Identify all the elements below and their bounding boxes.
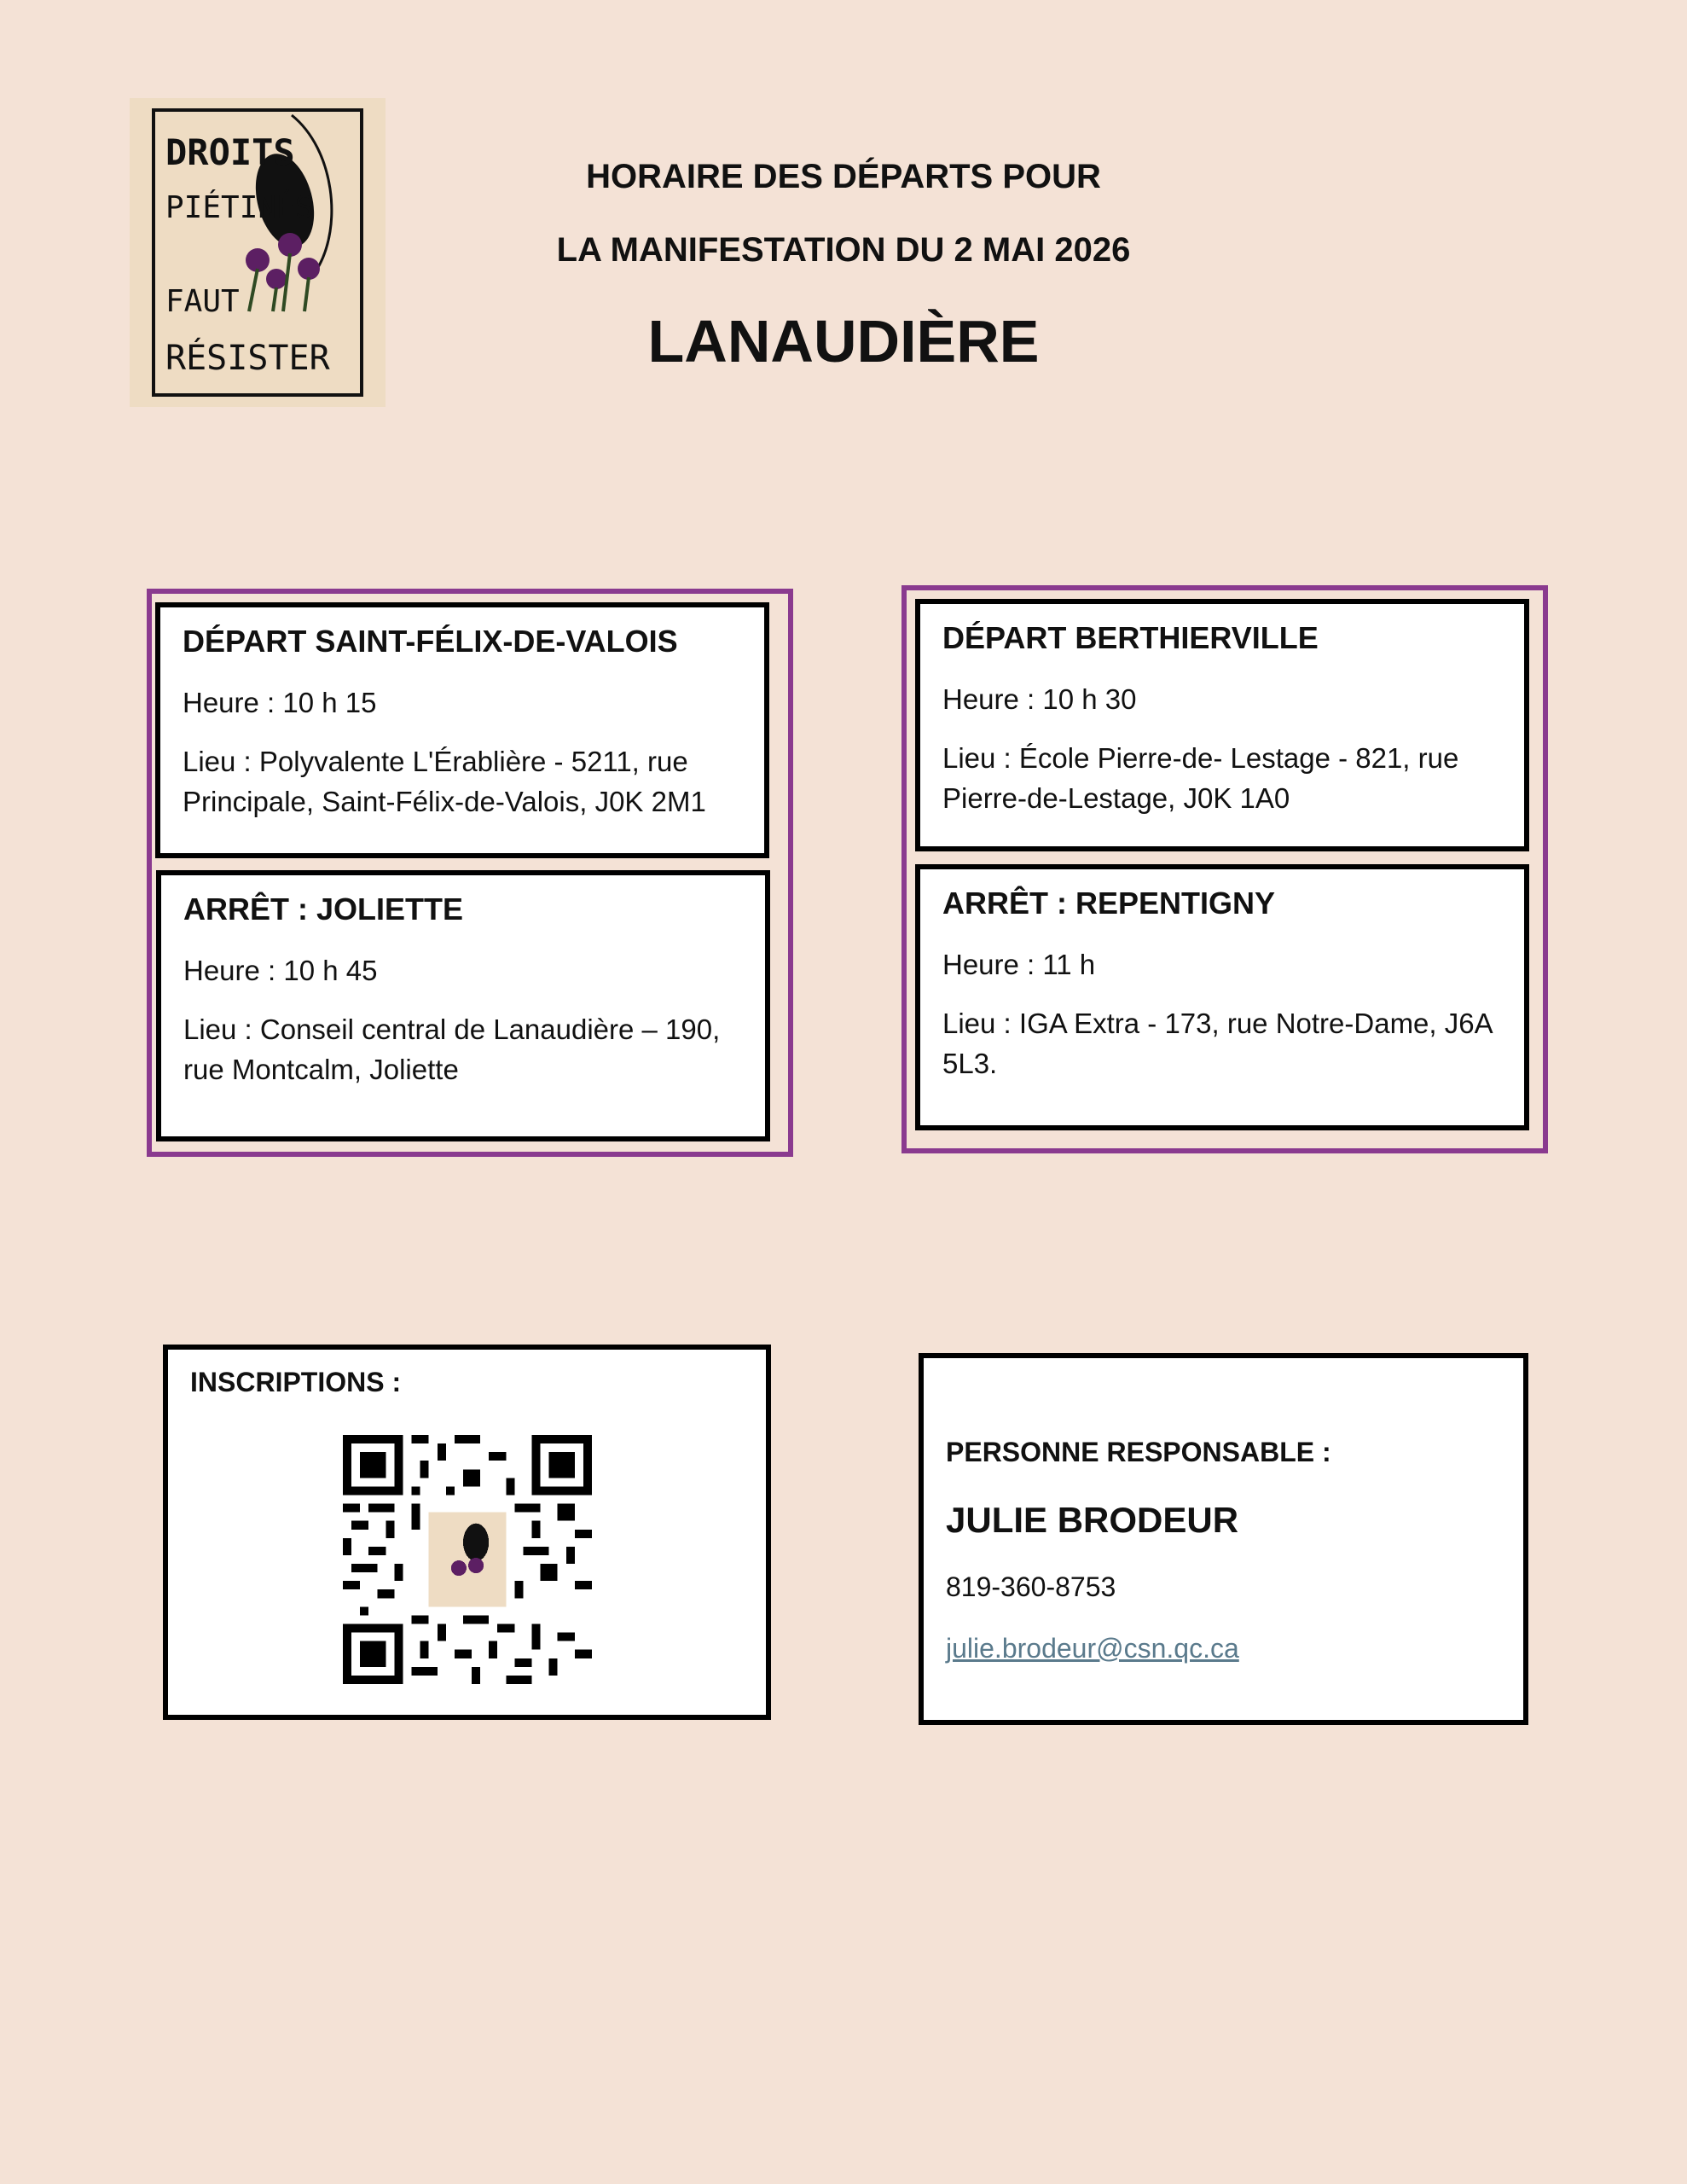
svg-text:RÉSISTER: RÉSISTER (165, 339, 330, 378)
page-title: LANAUDIÈRE (647, 308, 1040, 375)
logo-image (130, 98, 386, 407)
card-title: ARRÊT : REPENTIGNY (942, 886, 1276, 921)
card-place: Lieu : Polyvalente L'Érablière - 5211, rue Principale, Saint-Félix-de-Valois, J0K 2M1 (183, 745, 706, 817)
header-line-2: LA MANIFESTATION DU 2 MAI 2026 (556, 231, 1131, 269)
card-title: ARRÊT : JOLIETTE (183, 892, 464, 926)
card-place: Lieu : IGA Extra - 173, rue Notre-Dame, J6A 5L3. (942, 1007, 1492, 1079)
contact-card (919, 1353, 1528, 1725)
qr-code-icon[interactable] (343, 1435, 592, 1684)
card-time: Heure : 10 h 15 (183, 686, 377, 718)
contact-label: PERSONNE RESPONSABLE : (946, 1437, 1331, 1467)
card-place: Lieu : École Pierre-de- Lestage - 821, rue Pierre-de-Lestage, J0K 1A0 (942, 741, 1459, 814)
contact-name: JULIE BRODEUR (946, 1500, 1239, 1540)
card-time: Heure : 11 h (942, 948, 1096, 980)
departure-card-berthierville (915, 599, 1529, 851)
svg-text:FAUT: FAUT (165, 284, 240, 319)
svg-text:PIÉTINÉS: PIÉTINÉS (165, 190, 314, 225)
card-time: Heure : 10 h 30 (942, 682, 1137, 715)
inscriptions-title: INSCRIPTIONS : (190, 1367, 402, 1397)
header-line-1: HORAIRE DES DÉPARTS POUR (586, 158, 1101, 195)
contact-email-link[interactable]: julie.brodeur@csn.qc.ca (946, 1633, 1239, 1664)
card-title: DÉPART BERTHIERVILLE (942, 620, 1319, 655)
stop-card-repentigny (915, 864, 1529, 1130)
protest-flowers-logo-icon (130, 98, 386, 407)
card-title: DÉPART SAINT-FÉLIX-DE-VALOIS (183, 624, 678, 659)
svg-text:DROITS: DROITS (165, 131, 295, 173)
departure-card-saint-felix (155, 602, 769, 858)
stop-card-joliette (156, 870, 770, 1141)
card-time: Heure : 10 h 45 (183, 954, 378, 986)
card-place: Lieu : Conseil central de Lanaudière – 190, rue Montcalm, Joliette (183, 1013, 721, 1085)
contact-phone: 819-360-8753 (946, 1571, 1116, 1602)
